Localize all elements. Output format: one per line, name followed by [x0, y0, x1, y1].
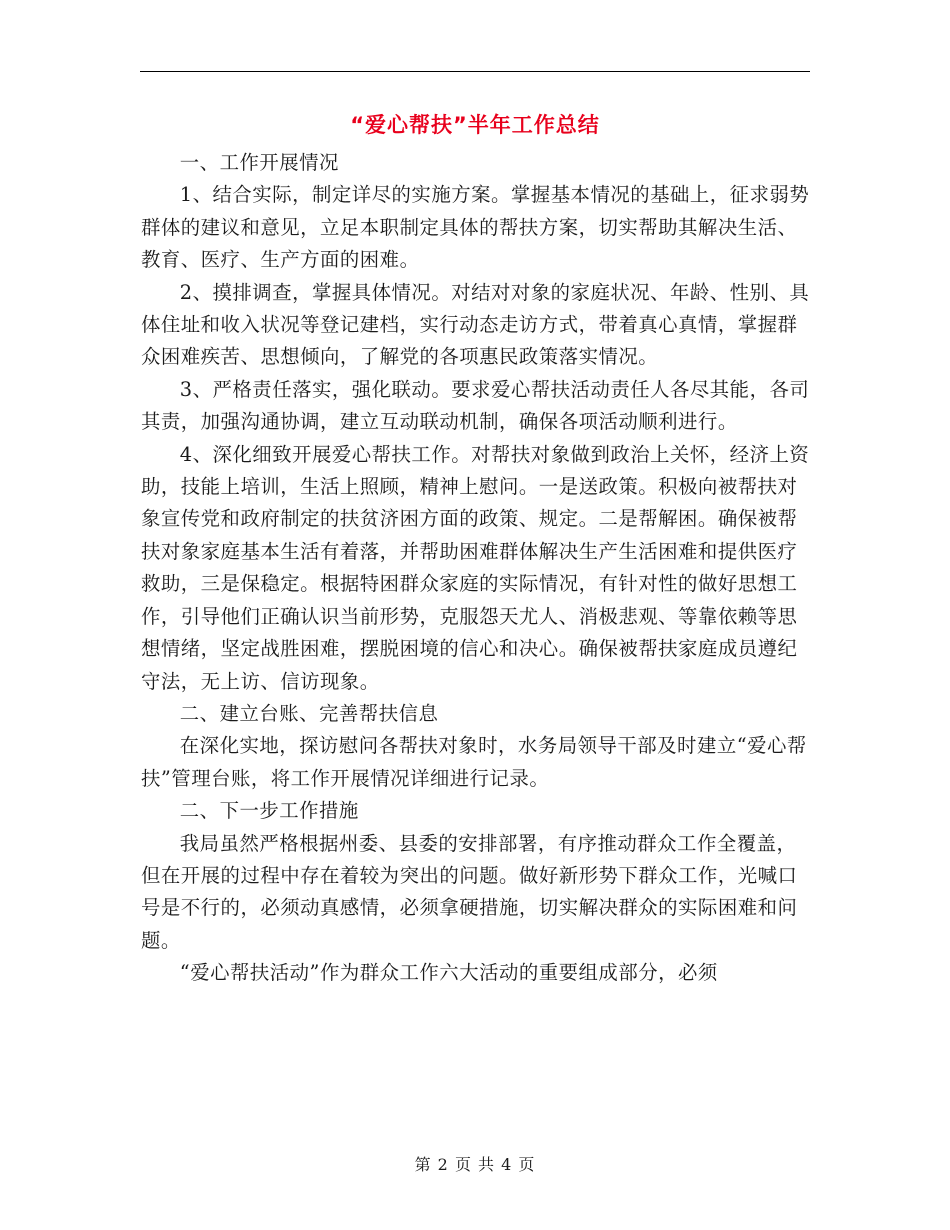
paragraph-responsibility: 3、严格责任落实，强化联动。要求爱心帮扶活动责任人各尽其能，各司其责，加强沟通协调，建立互动联动机制，确保各项活动顺利进行。 — [141, 377, 810, 434]
paragraph-ledger: 在深化实地，探访慰问各帮扶对象时，水务局领导干部及时建立“爱心帮扶”管理台账，将工作开展情况详细进行记录。 — [141, 734, 807, 790]
page-number: 第 2 页 共 4 页 — [414, 1155, 536, 1174]
section-heading-work-status: 一、工作开展情况 — [179, 151, 339, 174]
paragraph-next-steps: 我局虽然严格根据州委、县委的安排部署，有序推动群众工作全覆盖，但在开展的过程中存在着较为突出的问题。做好新形势下群众工作，光喊口号是不行的，必须动真感情，必须拿硬措施，切实解决群众的实际困难和问题。 — [141, 831, 798, 952]
paragraph-implementation-plan: 1、结合实际，制定详尽的实施方案。掌握基本情况的基础上，征求弱势群体的建议和意见，立足本职制定具体的帮扶方案，切实帮助其解决生活、教育、医疗、生产方面的困难。 — [141, 183, 810, 272]
paragraph-investigation: 2、摸排调查，掌握具体情况。对结对对象的家庭状况、年龄、性别、具体住址和收入状况等登记建档，实行动态走访方式，带着真心真情，掌握群众困难疾苦、思想倾向，了解党的各项惠民政策落实情况。 — [141, 280, 810, 369]
header-rule — [140, 71, 810, 72]
paragraph-deepen-assistance: 4、深化细致开展爱心帮扶工作。对帮扶对象做到政治上关怀，经济上资助，技能上培训，生活上照顾，精神上慰问。一是送政策。积极向被帮扶对象宣传党和政府制定的扶贫济困方面的政策、规定。二是帮解困。确保被帮扶对象家庭基本生活有着落，并帮助困难群体解决生产生活困难和提供医疗救助，三是保稳定。根据特困群众家庭的实际情况，有针对性的做好思想工作，引导他们正确认识当前形势，克服怨天尤人、消极悲观、等靠依赖等思想情绪，坚定战胜困难，摆脱困境的信心和决心。确保被帮扶家庭成员遵纪守法，无上访、信访现象。 — [141, 442, 810, 693]
document-title: “爱心帮扶”半年工作总结 — [350, 113, 600, 137]
document-body — [141, 147, 813, 990]
section-heading-ledger: 二、建立台账、完善帮扶信息 — [179, 701, 439, 725]
section-heading-next-steps: 二、下一步工作措施 — [179, 799, 359, 823]
paragraph-activity-importance: “爱心帮扶活动”作为群众工作六大活动的重要组成部分，必须 — [179, 961, 718, 985]
